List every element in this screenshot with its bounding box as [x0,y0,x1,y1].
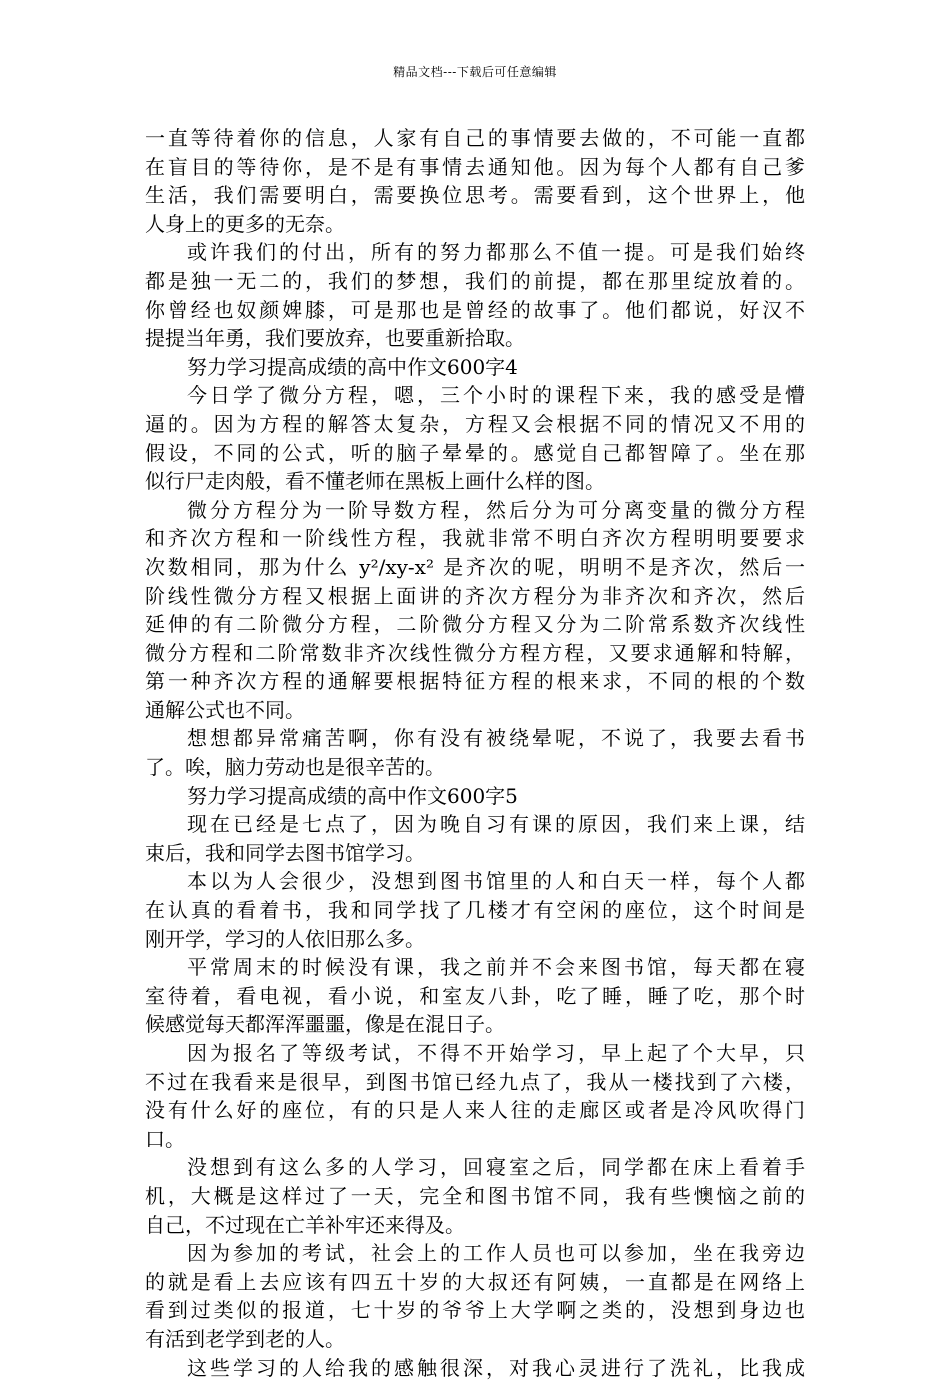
text-line: 看到过类似的报道，七十岁的爷爷上大学啊之类的，没想到身边也 [145,1298,805,1323]
text-line: 想想都异常痛苦啊，你有没有被绕晕呢，不说了，我要去看书 [187,726,805,751]
text-line: 机，大概是这样过了一天，完全和图书馆不同，我有些懊恼之前的 [145,1183,805,1208]
text-line: 有活到老学到老的人。 [145,1326,345,1351]
text-line: 都是独一无二的，我们的梦想，我们的前提，都在那里绽放着的。 [145,268,805,293]
text-line: 在认真的看着书，我和同学找了几楼才有空闲的座位，这个时间是 [145,898,805,923]
text-line: 提提当年勇，我们要放弃，也要重新拾取。 [145,326,525,351]
text-line: 阶线性微分方程又根据上面讲的齐次方程分为非齐次和齐次，然后 [145,583,805,608]
text-line: 你曾经也奴颜婢膝，可是那也是曾经的故事了。他们都说，好汉不 [145,297,805,322]
text-line: 假设，不同的公式，听的脑子晕晕的。感觉自己都智障了。坐在那 [145,440,805,465]
text-line: 次数相同，那为什么 y²/xy-x² 是齐次的呢，明明不是齐次，然后一 [145,554,805,579]
text-line: 似行尸走肉般，看不懂老师在黑板上画什么样的图。 [145,469,605,494]
text-line: 生活，我们需要明白，需要换位思考。需要看到，这个世界上，他 [145,183,805,208]
text-line: 没想到有这么多的人学习，回寝室之后，同学都在床上看着手 [187,1155,805,1180]
text-line: 今日学了微分方程，嗯，三个小时的课程下来，我的感受是懵 [187,383,805,408]
text-line: 因为参加的考试，社会上的工作人员也可以参加，坐在我旁边 [187,1241,805,1266]
text-line: 人身上的更多的无奈。 [145,211,345,236]
text-line: 通解公式也不同。 [145,697,305,722]
text-line: 延伸的有二阶微分方程，二阶微分方程又分为二阶常系数齐次线性 [145,612,805,637]
text-line: 第一种齐次方程的通解要根据特征方程的根来求，不同的根的个数 [145,669,805,694]
text-line: 努力学习提高成绩的高中作文600字5 [187,783,518,808]
text-line: 口。 [145,1126,185,1151]
text-line: 刚开学，学习的人依旧那么多。 [145,926,425,951]
text-line: 平常周末的时候没有课，我之前并不会来图书馆，每天都在寝 [187,955,805,980]
text-line: 现在已经是七点了，因为晚自习有课的原因，我们来上课，结 [187,812,805,837]
text-line: 不过在我看来是很早，到图书馆已经九点了，我从一楼找到了六楼， [145,1069,805,1094]
text-line: 本以为人会很少，没想到图书馆里的人和白天一样，每个人都 [187,869,805,894]
text-line: 自己，不过现在亡羊补牢还来得及。 [145,1212,465,1237]
text-line: 室待着，看电视，看小说，和室友八卦，吃了睡，睡了吃，那个时 [145,983,805,1008]
text-line: 没有什么好的座位，有的只是人来人往的走廊区或者是冷风吹得门 [145,1098,805,1123]
text-line: 和齐次方程和一阶线性方程，我就非常不明白齐次方程明明要要求 [145,526,805,551]
text-line: 一直等待着你的信息，人家有自己的事情要去做的，不可能一直都 [145,126,805,150]
text-line: 或许我们的付出，所有的努力都那么不值一提。可是我们始终 [187,240,805,265]
text-line: 逼的。因为方程的解答太复杂，方程又会根据不同的情况又不用的 [145,411,805,436]
text-line: 努力学习提高成绩的高中作文600字4 [187,354,518,379]
page-header: 精品文档---下载后可任意编辑 [393,65,557,79]
text-line: 微分方程和二阶常数非齐次线性微分方程方程，又要求通解和特解， [145,640,805,665]
text-line: 微分方程分为一阶导数方程，然后分为可分离变量的微分方程 [187,497,805,522]
text-line: 的就是看上去应该有四五十岁的大叔还有阿姨，一直都是在网络上 [145,1269,805,1294]
text-line: 在盲目的等待你，是不是有事情去通知他。因为每个人都有自己爹 [145,154,805,179]
text-line: 束后，我和同学去图书馆学习。 [145,840,425,865]
text-line: 因为报名了等级考试，不得不开始学习，早上起了个大早，只 [187,1041,805,1065]
text-line: 这些学习的人给我的感触很深，对我心灵进行了洗礼，比我成 [187,1355,805,1380]
text-line: 候感觉每天都浑浑噩噩，像是在混日子。 [145,1012,505,1037]
text-line: 了。唉，脑力劳动也是很辛苦的。 [145,755,445,780]
document-body [145,124,805,1382]
